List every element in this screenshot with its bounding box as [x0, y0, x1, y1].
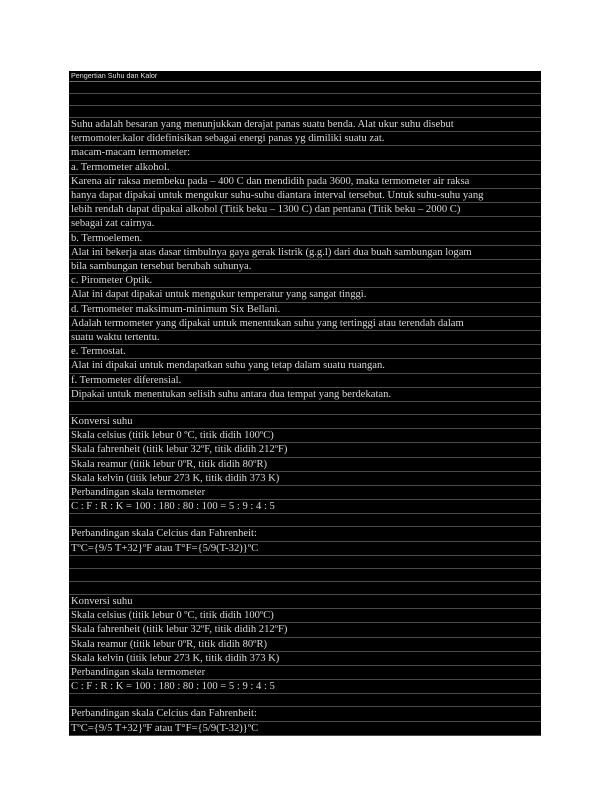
blank-row	[69, 106, 541, 118]
document-body	[69, 82, 541, 736]
text-row: Suhu adalah besaran yang menunjukkan derajat panas suatu benda. Alat ukur suhu disebut	[69, 118, 541, 132]
blank-row	[69, 402, 541, 415]
text-row: TºC={9/5 T+32}ºF atau T°F={5/9(T-32)}ºC	[69, 722, 541, 736]
text-row: Konversi suhu	[69, 415, 541, 429]
text-row: C : F : R : K = 100 : 180 : 80 : 100 = 5 : 9 : 4 : 5	[69, 500, 541, 514]
blank-row	[69, 82, 541, 94]
text-row: Alat ini dapat dipakai untuk mengukur temperatur yang sangat tinggi.	[69, 288, 541, 302]
text-row: Perbandingan skala Celcius dan Fahrenheit:	[69, 527, 541, 541]
blank-row	[69, 514, 541, 527]
document-table	[69, 71, 541, 736]
text-row: e. Termostat.	[69, 345, 541, 359]
text-row: TºC={9/5 T+32}ºF atau T°F={5/9(T-32)}ºC	[69, 542, 541, 556]
text-row: f. Termometer diferensial.	[69, 374, 541, 388]
blank-row	[69, 94, 541, 106]
text-row: c. Pirometer Optik.	[69, 274, 541, 288]
text-row: macam-macam termometer:	[69, 146, 541, 160]
text-row: a. Termometer alkohol.	[69, 161, 541, 175]
text-row: Dipakai untuk menentukan selisih suhu antara dua tempat yang berdekatan.	[69, 388, 541, 402]
text-row: Perbandingan skala Celcius dan Fahrenheit:	[69, 707, 541, 721]
text-row: Skala kelvin (titik lebur 273 K, titik didih 373 K)	[69, 652, 541, 666]
document-title: Pengertian Suhu dan Kalor	[69, 71, 541, 82]
text-row: sebagai zat cairnya.	[69, 217, 541, 231]
text-row: suatu waktu tertentu.	[69, 331, 541, 345]
blank-row	[69, 694, 541, 707]
text-row: Adalah termometer yang dipakai untuk menentukan suhu yang tertinggi atau terendah dalam	[69, 317, 541, 331]
text-row: Perbandingan skala termometer	[69, 486, 541, 500]
text-row: Skala celsius (titik lebur 0 ºC, titik didih 100ºC)	[69, 609, 541, 623]
text-row: lebih rendah dapat dipakai alkohol (Titik beku – 1300 C) dan pentana (Titik beku – 2000 C)	[69, 203, 541, 217]
text-row: hanya dapat dipakai untuk mengukur suhu-suhu diantara interval tersebut. Untuk suhu-suhu yang	[69, 189, 541, 203]
text-row: Skala kelvin (titik lebur 273 K, titik didih 373 K)	[69, 472, 541, 486]
text-row: Skala reamur (titik lebur 0ºR, titik didih 80ºR)	[69, 638, 541, 652]
text-row: Skala fahrenheit (titik lebur 32ºF, titik didih 212ºF)	[69, 623, 541, 637]
text-row: termomoter.kalor didefinisikan sebagai energi panas yg dimiliki suatu zat.	[69, 132, 541, 146]
text-row: b. Termoelemen.	[69, 232, 541, 246]
text-row: Alat ini dipakai untuk mendapatkan suhu yang tetap dalam suatu ruangan.	[69, 359, 541, 373]
text-row: Perbandingan skala termometer	[69, 666, 541, 680]
text-row: Skala celsius (titik lebur 0 ºC, titik didih 100ºC)	[69, 429, 541, 443]
text-row: d. Termometer maksimum-minimum Six Bellani.	[69, 303, 541, 317]
blank-row	[69, 556, 541, 569]
text-row: Konversi suhu	[69, 595, 541, 609]
text-row: bila sambungan tersebut berubah suhunya.	[69, 260, 541, 274]
text-row: C : F : R : K = 100 : 180 : 80 : 100 = 5 : 9 : 4 : 5	[69, 680, 541, 694]
text-row: Alat ini bekerja atas dasar timbulnya gaya gerak listrik (g.g.l) dari dua buah sambungan logam	[69, 246, 541, 260]
text-row: Skala fahrenheit (titik lebur 32ºF, titik didih 212ºF)	[69, 443, 541, 457]
blank-row	[69, 569, 541, 582]
blank-row	[69, 582, 541, 595]
text-row: Karena air raksa membeku pada – 400 C dan mendidih pada 3600, maka termometer air raksa	[69, 175, 541, 189]
text-row: Skala reamur (titik lebur 0ºR, titik didih 80ºR)	[69, 458, 541, 472]
